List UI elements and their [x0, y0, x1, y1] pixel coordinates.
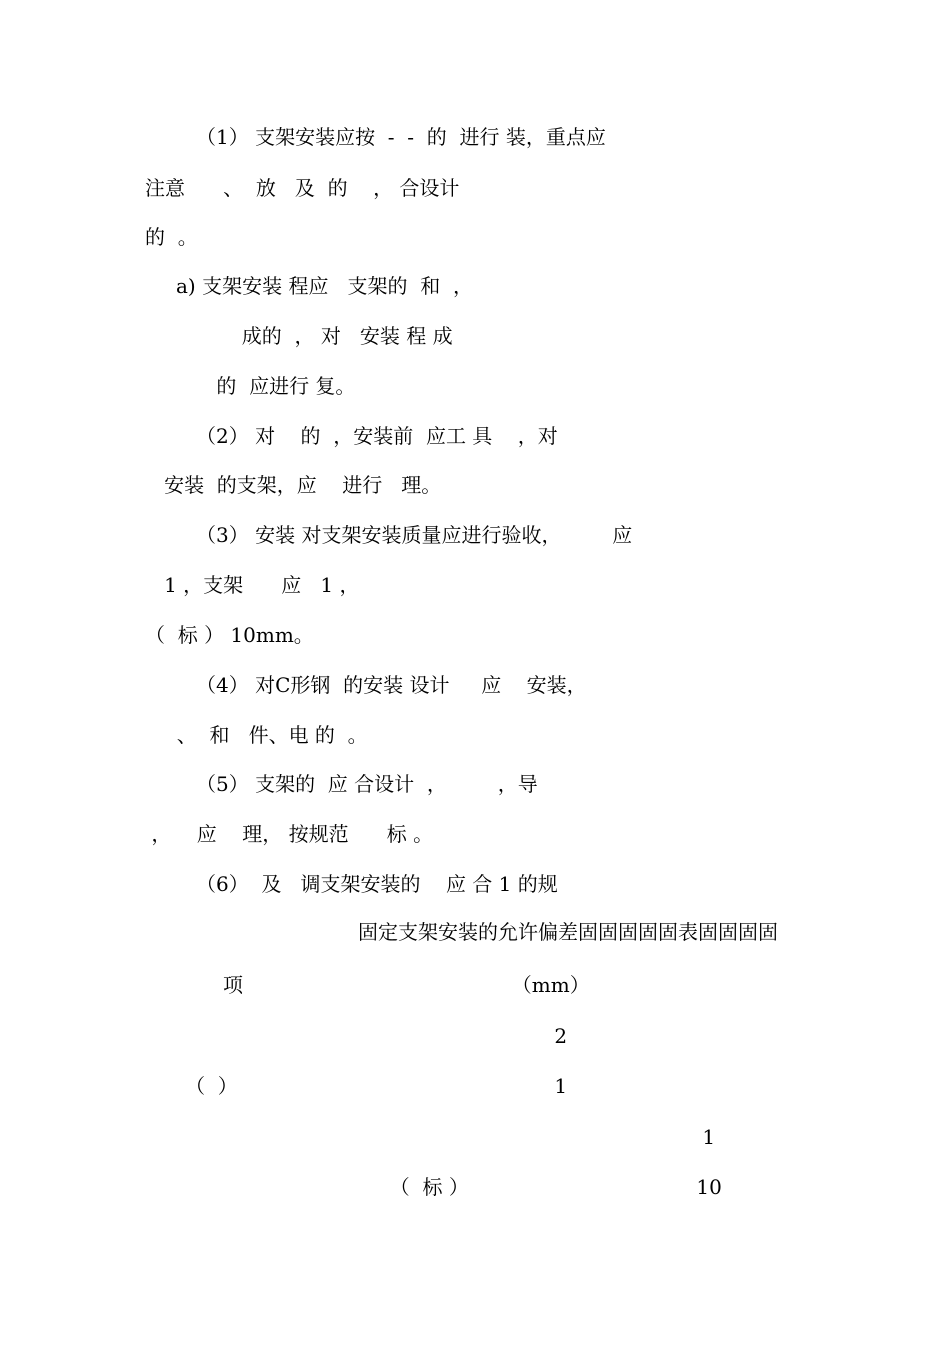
table-subrow-2-value: 10 — [690, 1175, 722, 1199]
header-deviation: （mm） — [480, 973, 590, 997]
item-a-line-3: 的 应进行 复。 — [210, 374, 356, 398]
table-group-label — [200, 1150, 225, 1174]
header-item: 项 — [223, 973, 243, 997]
table-row-2-value: 1 — [548, 1074, 568, 1098]
paragraph-1-line-2: 注意 、 放 及 的 ， 合设计 — [145, 176, 473, 200]
table-subrow-1-value: 1 — [696, 1125, 716, 1149]
paragraph-3-line-2: 1 ，支架 应 1 ， — [145, 573, 417, 597]
paragraph-1-line-1: （1） 支架安装应按 - - 的 进行 装，重点应 — [196, 125, 606, 149]
item-a-line-1: a) 支架安装 程应 支架的 和 ， — [176, 274, 512, 298]
item-a-line-2: 成的 ， 对 安装 程 成 — [210, 324, 479, 348]
paragraph-4-line-1: （4） 对C形钢 的安装 设计 应 安装， — [196, 673, 587, 697]
table-row-1-item — [188, 1024, 220, 1048]
paragraph-2-line-2: 安装 的支架，应 进行 理。 — [145, 473, 442, 497]
paragraph-5-line-2: ， 应 理， 按规范 标 。 — [145, 822, 434, 846]
paragraph-1-line-3: 的 。 — [145, 225, 198, 249]
paragraph-3-line-1: （3） 安装 对支架安装质量应进行验收， 应 — [196, 523, 633, 547]
table-subrow-2-item: （ 标 ） — [358, 1175, 469, 1199]
paragraph-3-line-3: （ 标 ） 10mm。 — [145, 623, 314, 647]
paragraph-2-line-1: （2） 对 的 ，安装前 应工 具 ，对 — [196, 424, 558, 448]
paragraph-4-line-2: 、 和 件、电 的 。 — [145, 723, 368, 747]
paragraph-5-line-1: （5） 支架的 应 合设计 ， ，导 — [196, 772, 551, 796]
table-title: 固定支架安装的允许偏差固固固固固表固固固固 — [358, 920, 778, 944]
table-row-2-item: （ ） — [166, 1074, 238, 1098]
table-subrow-1-item — [426, 1125, 458, 1149]
paragraph-6-line-1: （6） 及 调支架安装的 应 合 1 的规 — [196, 872, 558, 896]
table-row-1-value: 2 — [548, 1024, 568, 1048]
